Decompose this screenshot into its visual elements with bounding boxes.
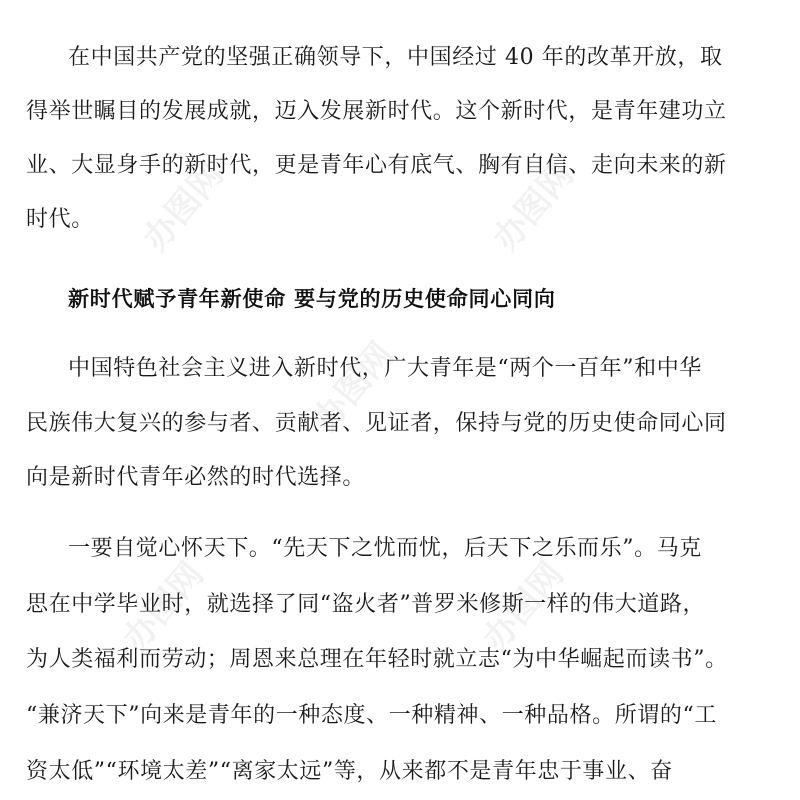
paragraph1-line: 得举世瞩目的发展成就，迈入发展新时代。这个新时代，是青年建功立 (26, 99, 727, 124)
paragraph3-line: 思在中学毕业时，就选择了同“盗火者”普罗米修斯一样的伟大道路， (26, 592, 706, 617)
watermark: 办图网 (115, 554, 212, 659)
paragraph1-line: 业、大显身手的新时代，更是青年心有底气、胸有自信、走向未来的新 (26, 153, 727, 178)
watermark: 办图网 (485, 154, 582, 259)
watermark: 办图网 (475, 554, 572, 659)
watermark: 办图网 (305, 334, 402, 439)
paragraph3-line: 资太低”“环境太差”“离家太远”等，从来都不是青年忠于事业、奋 (26, 759, 673, 784)
paragraph2-line: 中国特色社会主义进入新时代，广大青年是“两个一百年”和中华 (68, 356, 702, 381)
paragraph1-line: 时代。 (26, 207, 94, 232)
paragraph1-line: 在中国共产党的坚强正确领导下，中国经过 40 年的改革开放，取 (68, 45, 723, 70)
paragraph3-line: 一要自觉心怀天下。“先天下之忧而忧，后天下之乐而乐”。马克 (68, 536, 702, 561)
paragraph2-line: 向是新时代青年必然的时代选择。 (26, 465, 366, 490)
paragraph2-line: 民族伟大复兴的参与者、贡献者、见证者，保持与党的历史使命同心同 (26, 411, 727, 436)
section-heading: 新时代赋予青年新使命 要与党的历史使命同心同向 (68, 287, 556, 311)
paragraph3-line: 为人类福利而劳动；周恩来总理在年轻时就立志“为中华崛起而读书”。 (26, 647, 728, 672)
watermark: 办图网 (135, 154, 232, 259)
paragraph3-line: “兼济天下”向来是青年的一种态度、一种精神、一种品格。所谓的“工 (26, 703, 717, 728)
